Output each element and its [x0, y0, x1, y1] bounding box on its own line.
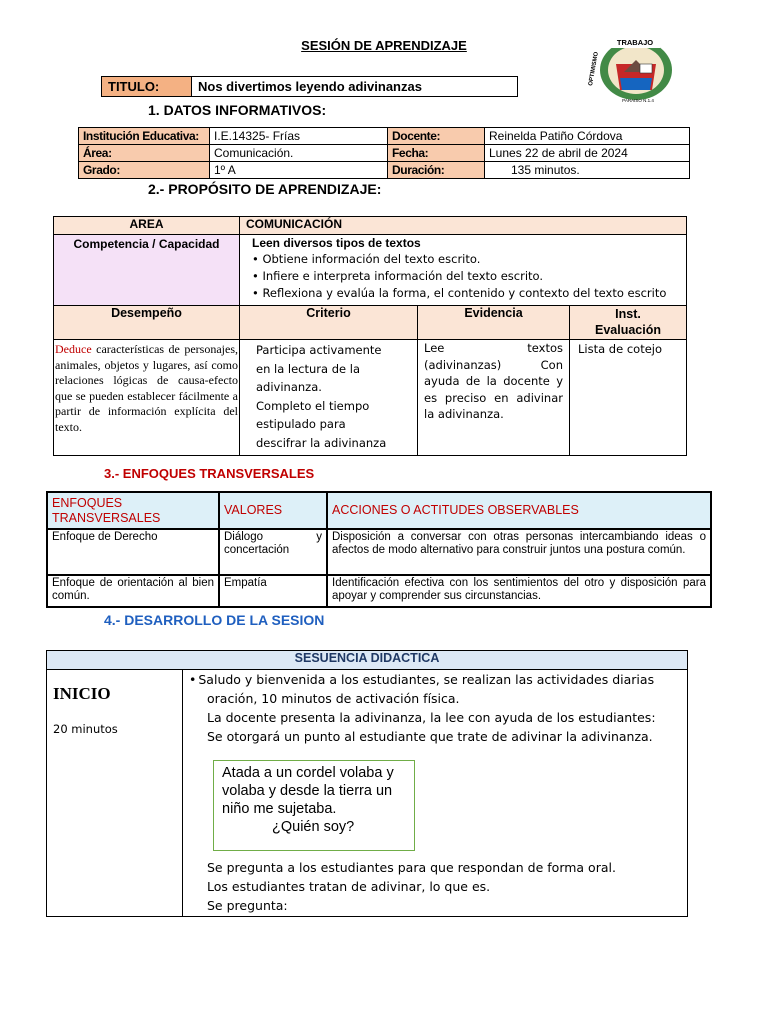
logo-bottom-text: PARAISO N.1.4: [622, 98, 654, 103]
school-logo: [580, 34, 688, 104]
docente-label: Docente:: [388, 128, 485, 145]
list-item: La docente presenta la adivinanza, la lee con ayuda de los estudiantes:: [207, 710, 656, 725]
datos-row: [79, 145, 690, 162]
institucion-label: Institución Educativa:: [79, 128, 210, 145]
titulo-value: Nos divertimos leyendo adivinanzas: [192, 77, 518, 97]
accion-cell: Disposición a conversar con otras personas intercambiando ideas o afectos de modo alternativo para construir juntos una postura común.: [327, 529, 711, 575]
instrumento-cell: Lista de cotejo: [570, 340, 687, 456]
valor-cell: Empatía: [219, 575, 327, 607]
desempeno-highlight: Deduce: [55, 342, 92, 356]
document-title: SESIÓN DE APRENDIZAJE: [301, 38, 467, 53]
capacidad-item: • Obtiene información del texto escrito.: [252, 252, 481, 266]
riddle-line: Atada a un cordel volaba y: [222, 765, 394, 781]
grado-value: 1º A: [210, 162, 388, 179]
list-item: • Saludo y bienvenida a los estudiantes, se realizan las actividades diarias: [189, 672, 655, 687]
criterio-header: Criterio: [240, 306, 418, 340]
area-label: Área:: [79, 145, 210, 162]
fecha-value: Lunes 22 de abril de 2024: [485, 145, 690, 162]
enfoque-cell: Enfoque de orientación al bien común.: [47, 575, 219, 607]
instrumento-header: Inst. Evaluación: [570, 306, 687, 340]
enfoque-cell: Enfoque de Derecho: [47, 529, 219, 575]
enfoques-heading: 3.- ENFOQUES TRANSVERSALES: [104, 466, 315, 481]
competencia-title: Leen diversos tipos de textos: [252, 236, 421, 250]
logo-top-text: TRABAJO: [616, 38, 654, 47]
table-row: [47, 575, 711, 607]
inicio-label: INICIO: [53, 684, 111, 703]
datos-table: [78, 127, 690, 179]
riddle-question: ¿Quién soy?: [272, 819, 355, 835]
valor-cell: Diálogo y concertación: [219, 529, 327, 575]
datos-row: [79, 162, 690, 179]
list-item: Los estudiantes tratan de adivinar, lo que es.: [207, 879, 491, 894]
area-header: AREA: [54, 217, 240, 235]
proposito-heading: 2.- PROPÓSITO DE APRENDIZAJE:: [148, 181, 382, 197]
table-row: [47, 529, 711, 575]
area-value-header: COMUNICACIÓN: [240, 217, 687, 235]
riddle-box: [213, 760, 415, 851]
competencia-label: Competencia / Capacidad: [54, 235, 240, 306]
evidencia-cell: Lee textos (adivinanzas) Con ayuda de la docente y es preciso en adivinar la adivinanza.: [418, 340, 570, 456]
docente-value: Reinelda Patiño Córdova: [485, 128, 690, 145]
institucion-value: I.E.14325- Frías: [210, 128, 388, 145]
titulo-label: TITULO:: [102, 77, 192, 97]
list-item: Se otorgará un punto al estudiante que trate de adivinar la adivinanza.: [207, 729, 653, 744]
desempeno-text: características de personajes, animales, objetos y lugares, así como relaciones lógicas de causa-efecto que se pueden establecer fácilmente a partir de información explícita del texto.: [55, 342, 238, 434]
criterio-cell: Participa activamente en la lectura de la adivinanza. Completo el tiempo estipulado para descifrar la adivinanza: [240, 340, 418, 456]
inicio-duration: 20 minutos: [53, 722, 118, 736]
logo-side-text: OPTIMISMO: [588, 51, 600, 87]
accion-cell: Identificación efectiva con los sentimientos del otro y disposición para apoyar y comprender sus circunstancias.: [327, 575, 711, 607]
riddle-line: volaba y desde la tierra un: [222, 783, 393, 799]
list-item: Se pregunta:: [207, 898, 288, 913]
list-item: Se pregunta a los estudiantes para que respondan de forma oral.: [207, 860, 616, 875]
duracion-label: Duración:: [388, 162, 485, 179]
fecha-label: Fecha:: [388, 145, 485, 162]
inicio-cell: [47, 670, 183, 917]
competencia-cell: [240, 235, 687, 306]
desempeno-header: Desempeño: [54, 306, 240, 340]
area-value: Comunicación.: [210, 145, 388, 162]
valores-col-header: VALORES: [219, 492, 327, 529]
datos-heading: 1. DATOS INFORMATIVOS:: [148, 102, 327, 118]
acciones-col-header: ACCIONES O ACTITUDES OBSERVABLES: [327, 492, 711, 529]
capacidad-item: • Reflexiona y evalúa la forma, el contenido y contexto del texto escrito: [252, 286, 667, 300]
duracion-value: 135 minutos.: [485, 162, 690, 179]
enfoques-col-header: ENFOQUES TRANSVERSALES: [47, 492, 219, 529]
riddle-line: niño me sujetaba.: [222, 801, 337, 817]
grado-label: Grado:: [79, 162, 210, 179]
capacidad-item: • Infiere e interpreta información del texto escrito.: [252, 269, 544, 283]
secuencia-header: SESUENCIA DIDACTICA: [47, 651, 688, 670]
desempeno-cell: [54, 340, 240, 456]
proposito-table: [53, 216, 687, 456]
datos-row: [79, 128, 690, 145]
desarrollo-heading: 4.- DESARROLLO DE LA SESION: [104, 612, 325, 628]
enfoques-table: [46, 491, 712, 608]
titulo-table: [101, 76, 518, 97]
evidencia-header: Evidencia: [418, 306, 570, 340]
list-item: oración, 10 minutos de activación física.: [207, 691, 460, 706]
